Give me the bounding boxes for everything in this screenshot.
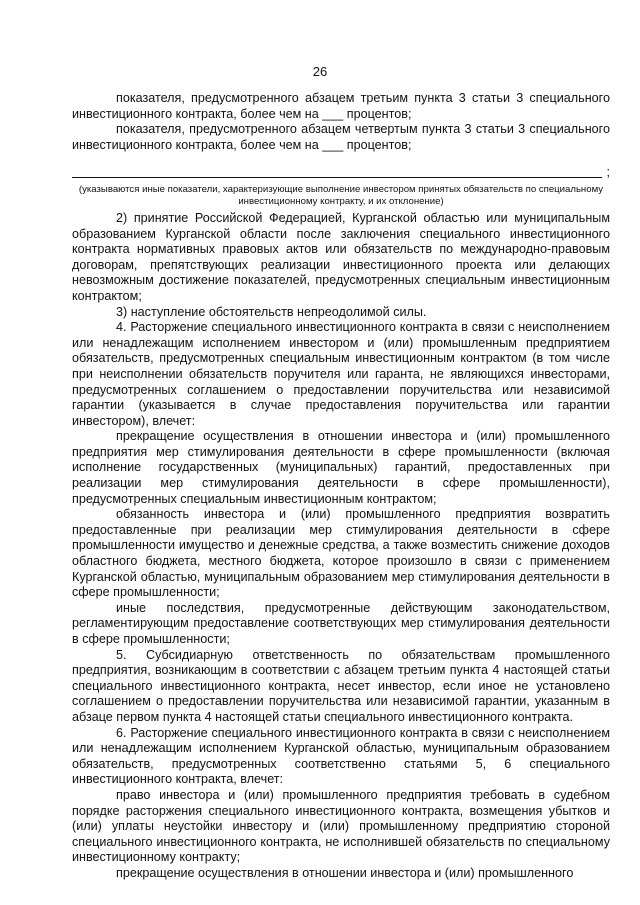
fill-line-end: ; bbox=[606, 165, 610, 180]
page-number: 26 bbox=[312, 64, 328, 79]
blank-fill-line bbox=[72, 165, 610, 181]
paragraph: 3) наступление обстоятельств непреодолимой силы. bbox=[116, 304, 427, 319]
underline-rule bbox=[72, 176, 602, 178]
paragraph: 5. Субсидиарную ответственность по обязательствам промышленного предприятия, возникающим в соответствии с абзацем третьим пункта 4 настоящей статьи специального инвестиционного контракта, несет инвестор, если иное не установлено соглашением о предоставлении поручительства или независимой гарантии, указанным в абзаце первом пункта 4 настоящей статьи специального инвестиционного контракта. bbox=[72, 647, 610, 724]
paragraph: прекращение осуществления в отношении инвестора и (или) промышленного предприятия мер стимулирования деятельности в сфере промышленности (включая исполнение государственных (муниципальных) гарантий, предоставленных при реализации мер стимулирования деятельности в сфере промышленности), предусмотренных специальным инвестиционным контрактом; bbox=[72, 429, 610, 506]
paragraph: прекращение осуществления в отношении инвестора и (или) промышленного bbox=[116, 865, 574, 880]
paragraph: иные последствия, предусмотренные действующим законодательством, регламентирующим предоставление соответствующих мер стимулирования деятельности в сфере промышленности; bbox=[72, 600, 610, 646]
fill-line-caption: (указываются иные показатели, характеризующие выполнение инвестором принятых обязательств по специальному инвестиционному контракту, и их отклонение) bbox=[78, 183, 604, 207]
paragraph: право инвестора и (или) промышленного предприятия требовать в судебном порядке расторжения специального инвестиционного контракта, возмещения убытков и (или) уплаты неустойки инвестору и (или) промышленному предприятию стороной специального инвестиционного контракта, не исполнившей обязательств по специальному инвестиционному контракту; bbox=[72, 787, 610, 865]
paragraph: показателя, предусмотренного абзацем четвертым пункта 3 статьи 3 специального инвестиционного контракта, более чем на ___ процентов; bbox=[72, 122, 610, 152]
paragraph: 2) принятие Российской Федерацией, Курганской областью или муниципальным образованием Курганской области после заключения специального инвестиционного контракта нормативных правовых актов или обязательств по международно-правовым договорам, препятствующих реализации инвестиционного проекта или делающих невозможным достижение показателей, предусмотренных специальным инвестиционным контрактом; bbox=[72, 210, 610, 303]
paragraph: 4. Расторжение специального инвестиционного контракта в связи с неисполнением или ненадлежащим исполнением инвестором и (или) промышленным предприятием обязательств, предусмотренных специальным инвестиционным контрактом (в том числе при неисполнении обязательств поручителя или гаранта, не являющихся инвесторами, предусмотренных соглашением о предоставлении поручительства или независимой гарантии (указывается в случае предоставления поручительства или гарантии инвестором), влечет: bbox=[72, 320, 610, 428]
paragraph: 6. Расторжение специального инвестиционного контракта в связи с неисполнением или ненадлежащим исполнением Курганской областью, муниципальным образованием обязательств, предусмотренных соответственно статьями 5, 6 специального инвестиционного контракта, влечет: bbox=[72, 725, 610, 787]
paragraph: показателя, предусмотренного абзацем третьим пункта 3 статьи 3 специального инвестиционного контракта, более чем на ___ процентов; bbox=[72, 91, 610, 121]
paragraph: обязанность инвестора и (или) промышленного предприятия возвратить предоставленные при реализации мер стимулирования деятельности в сфере промышленности имущество и денежные средства, а также возместить снижение доходов областного бюджета, местного бюджета, которое произошло в связи с применением Курганской областью, муниципальным образованием мер стимулирования деятельности в сфере промышленности; bbox=[72, 507, 610, 600]
document-body bbox=[72, 91, 610, 882]
